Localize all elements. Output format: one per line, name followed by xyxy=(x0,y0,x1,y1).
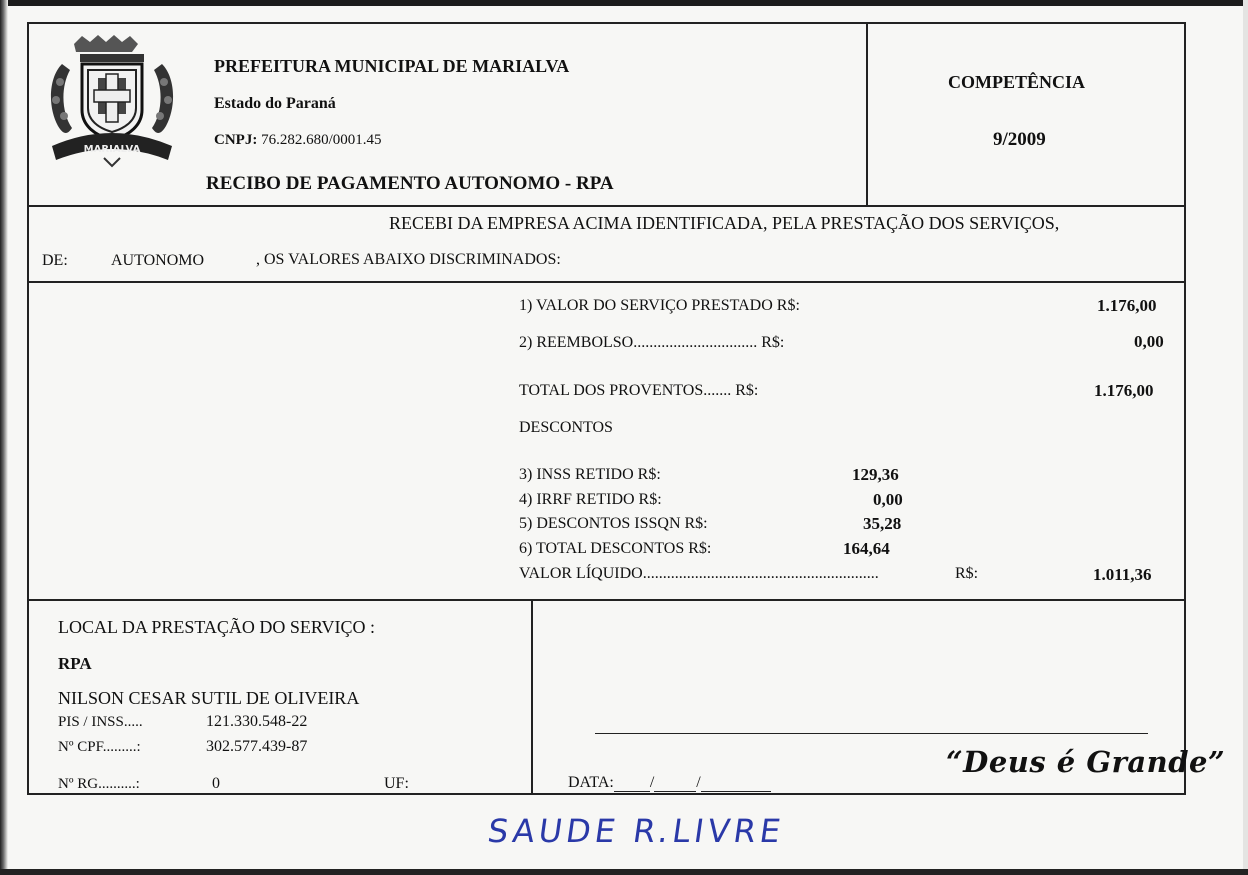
date-month-blank xyxy=(654,776,696,792)
scan-edge-right xyxy=(1243,0,1248,875)
deduction-value-inss: 129,36 xyxy=(852,465,899,484)
competencia-label: COMPETÊNCIA xyxy=(948,72,1086,92)
competencia-value: 9/2009 xyxy=(993,129,1046,150)
signature-line xyxy=(595,733,1148,734)
liquido-currency: R$: xyxy=(955,565,979,582)
state-name: Estado do Paraná xyxy=(214,95,336,112)
date-label: DATA: xyxy=(568,774,614,791)
deduction-label-total: 6) TOTAL DESCONTOS R$: xyxy=(519,540,712,557)
liquido-value: 1.011,36 xyxy=(1093,565,1152,584)
intro-line-1: RECEBI DA EMPRESA ACIMA IDENTIFICADA, PELA PRESTAÇÃO DOS SERVIÇOS, xyxy=(389,213,1060,233)
deduction-value-issqn: 35,28 xyxy=(863,514,902,533)
intro-de-value: AUTONOMO xyxy=(111,252,205,269)
servico-label: 1) VALOR DO SERVIÇO PRESTADO R$: xyxy=(519,297,800,314)
provider-name: NILSON CESAR SUTIL DE OLIVEIRA xyxy=(58,688,360,708)
intro-de-label: DE: xyxy=(42,252,68,269)
total-proventos-label: TOTAL DOS PROVENTOS....... R$: xyxy=(519,382,759,399)
date-slash-2: / xyxy=(696,774,701,791)
cnpj-value: 76.282.680/0001.45 xyxy=(261,132,382,148)
motto: “Deus é Grande” xyxy=(946,745,1226,779)
pis-value: 121.330.548-22 xyxy=(206,713,308,730)
cpf-value: 302.577.439-87 xyxy=(206,738,308,755)
deduction-label-irrf: 4) IRRF RETIDO R$: xyxy=(519,491,662,508)
intro-line-2: , OS VALORES ABAIXO DISCRIMINADOS: xyxy=(256,251,561,268)
rg-value: 0 xyxy=(212,775,220,792)
deduction-value-total: 164,64 xyxy=(843,539,890,558)
local-label: LOCAL DA PRESTAÇÃO DO SERVIÇO : xyxy=(58,617,375,637)
scan-edge-top xyxy=(0,0,1248,6)
cnpj-line xyxy=(214,132,382,149)
local-value: RPA xyxy=(58,654,92,673)
intro-bottom-rule xyxy=(27,281,1186,283)
cnpj-label: CNPJ: xyxy=(214,132,258,148)
deduction-label-issqn: 5) DESCONTOS ISSQN R$: xyxy=(519,515,708,532)
values-bottom-rule xyxy=(27,599,1186,601)
reembolso-value: 0,00 xyxy=(1134,332,1164,351)
header-divider xyxy=(866,22,868,205)
deduction-label-inss: 3) INSS RETIDO R$: xyxy=(519,466,661,483)
date-slash-1: / xyxy=(649,774,655,791)
date-field xyxy=(568,774,771,792)
date-year-blank xyxy=(701,776,771,792)
reembolso-label: 2) REEMBOLSO............................... R$: xyxy=(519,334,785,351)
rg-label: Nº RG..........: xyxy=(58,776,140,792)
municipality-name: PREFEITURA MUNICIPAL DE MARIALVA xyxy=(214,56,570,76)
liquido-label: VALOR LÍQUIDO........................................................... xyxy=(519,565,879,582)
deduction-value-irrf: 0,00 xyxy=(873,490,903,509)
document-title: RECIBO DE PAGAMENTO AUTONOMO - RPA xyxy=(206,173,614,194)
date-day-blank xyxy=(614,776,650,792)
scan-edge-left xyxy=(0,0,8,875)
total-proventos-value: 1.176,00 xyxy=(1094,381,1154,400)
cpf-label: Nº CPF.........: xyxy=(58,739,141,755)
servico-value: 1.176,00 xyxy=(1097,296,1157,315)
uf-label: UF: xyxy=(384,775,409,792)
scan-edge-bottom xyxy=(0,869,1248,875)
pis-label: PIS / INSS..... xyxy=(58,714,143,730)
footer-divider xyxy=(531,599,533,795)
header-bottom-rule xyxy=(27,205,1186,207)
svg-text:MARIALVA: MARIALVA xyxy=(83,144,141,155)
handwritten-note: SAUDE R.LIVRE xyxy=(485,812,787,850)
descontos-header: DESCONTOS xyxy=(519,419,613,436)
municipal-crest-logo xyxy=(44,34,180,168)
